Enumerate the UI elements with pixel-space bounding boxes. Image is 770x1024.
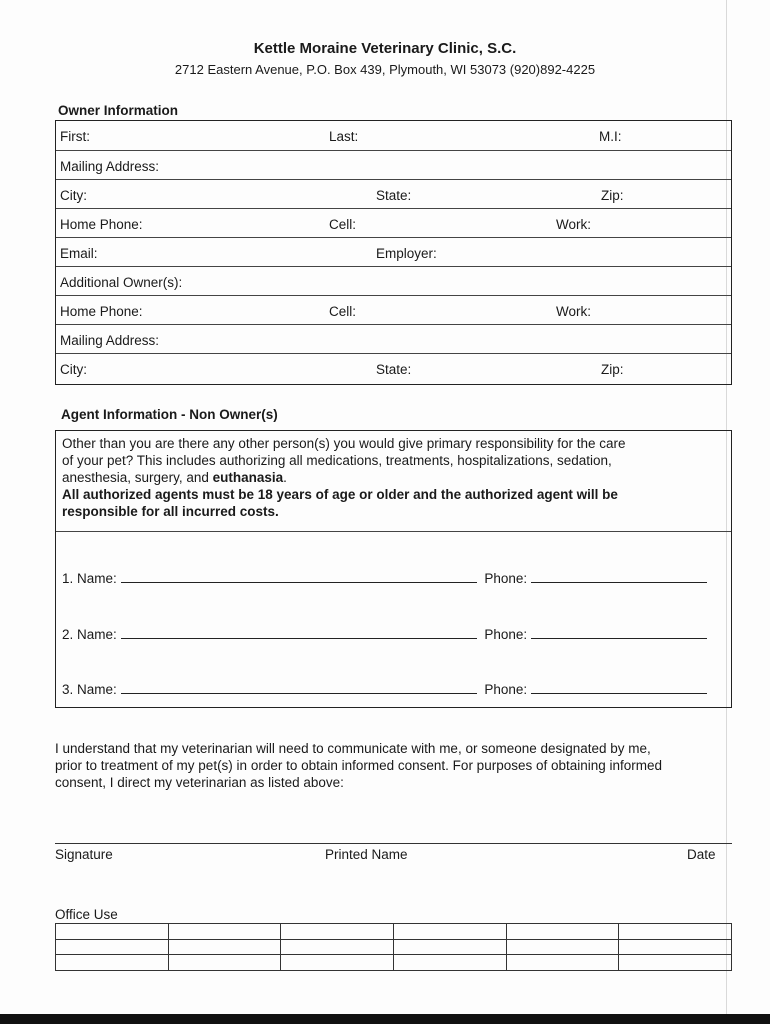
consent-line-1: I understand that my veterinarian will need to communicate with me, or someone designated by me, (55, 741, 651, 756)
city-field-2[interactable]: City: (60, 362, 87, 377)
agent-2-name-input[interactable] (121, 626, 477, 639)
owner-row-mailing (56, 150, 731, 180)
office-cell[interactable] (56, 924, 169, 940)
office-cell[interactable] (506, 955, 619, 971)
agent-1-name-input[interactable] (121, 570, 477, 583)
owner-row-city-2 (56, 353, 731, 383)
work-phone-field-2[interactable]: Work: (556, 304, 592, 319)
office-cell[interactable] (56, 939, 169, 955)
work-phone-field[interactable]: Work: (556, 217, 592, 232)
signature-label: Signature (55, 847, 113, 862)
owner-row-additional (56, 266, 731, 296)
owner-row-city (56, 179, 731, 209)
owner-section-heading: Owner Information (58, 103, 179, 118)
euthanasia-emphasis: euthanasia (212, 470, 284, 485)
office-cell[interactable] (56, 955, 169, 971)
scan-bottom-edge (0, 1014, 770, 1024)
agent-2-phone-input[interactable] (531, 626, 707, 639)
office-cell[interactable] (619, 939, 732, 955)
agent-2-name-label: 2. Name: (62, 627, 117, 642)
printed-name-label: Printed Name (325, 847, 408, 862)
state-field[interactable]: State: (376, 188, 412, 203)
home-phone-field-2[interactable]: Home Phone: (60, 304, 143, 319)
agent-1-phone-label: Phone: (484, 571, 528, 586)
office-cell[interactable] (168, 924, 281, 940)
agent-row-3 (62, 681, 707, 697)
agent-information-box (55, 430, 732, 708)
agent-intro-line-3: anesthesia, surgery, and euthanasia. (62, 470, 287, 485)
office-cell[interactable] (506, 924, 619, 940)
agent-row-2 (62, 626, 707, 642)
office-use-label: Office Use (55, 907, 118, 922)
owner-row-phones (56, 208, 731, 238)
office-cell[interactable] (619, 955, 732, 971)
last-name-field[interactable]: Last: (329, 129, 359, 144)
office-cell[interactable] (619, 924, 732, 940)
agent-divider (56, 531, 731, 532)
agent-1-phone-input[interactable] (531, 570, 707, 583)
state-field-2[interactable]: State: (376, 362, 412, 377)
agent-3-phone-label: Phone: (484, 682, 528, 697)
cell-phone-field-2[interactable]: Cell: (329, 304, 357, 319)
agent-3-phone-input[interactable] (531, 681, 707, 694)
consent-line-3: consent, I direct my veterinarian as listed above: (55, 775, 344, 790)
email-field[interactable]: Email: (60, 246, 98, 261)
home-phone-field[interactable]: Home Phone: (60, 217, 143, 232)
middle-initial-field[interactable]: M.I: (599, 129, 622, 144)
consent-line-2: prior to treatment of my pet(s) in order to obtain informed consent. For purposes of obtaining informed (55, 758, 663, 773)
office-cell[interactable] (393, 955, 506, 971)
consent-statement (55, 740, 735, 791)
office-cell[interactable] (168, 955, 281, 971)
first-name-field[interactable]: First: (60, 129, 90, 144)
office-cell[interactable] (393, 924, 506, 940)
office-cell[interactable] (281, 939, 394, 955)
agent-intro-text (62, 435, 722, 520)
agent-requirement-line-1: All authorized agents must be 18 years of age or older and the authorized agent will be (62, 487, 618, 502)
owner-row-mailing-2 (56, 324, 731, 354)
zip-field-2[interactable]: Zip: (601, 362, 624, 377)
agent-section-heading: Agent Information - Non Owner(s) (61, 407, 278, 422)
owner-row-email (56, 237, 731, 267)
office-cell[interactable] (393, 939, 506, 955)
agent-2-phone-label: Phone: (484, 627, 528, 642)
owner-row-phones-2 (56, 295, 731, 325)
office-use-grid (55, 923, 732, 971)
office-cell[interactable] (506, 939, 619, 955)
mailing-address-field[interactable]: Mailing Address: (60, 159, 160, 174)
agent-1-name-label: 1. Name: (62, 571, 117, 586)
agent-requirement-line-2: responsible for all incurred costs. (62, 504, 279, 519)
date-label: Date (687, 847, 716, 862)
owner-row-name (56, 121, 731, 150)
cell-phone-field[interactable]: Cell: (329, 217, 357, 232)
clinic-name: Kettle Moraine Veterinary Clinic, S.C. (253, 40, 517, 57)
owner-information-table (55, 120, 732, 385)
additional-owners-field[interactable]: Additional Owner(s): (60, 275, 183, 290)
agent-intro-line-1: Other than you are there any other person(s) you would give primary responsibility for the care (62, 436, 626, 451)
office-cell[interactable] (281, 924, 394, 940)
agent-3-name-input[interactable] (121, 681, 477, 694)
signature-line[interactable] (55, 843, 732, 844)
agent-row-1 (62, 570, 707, 586)
office-cell[interactable] (281, 955, 394, 971)
mailing-address-field-2[interactable]: Mailing Address: (60, 333, 160, 348)
city-field[interactable]: City: (60, 188, 87, 203)
zip-field[interactable]: Zip: (601, 188, 624, 203)
agent-3-name-label: 3. Name: (62, 682, 117, 697)
office-cell[interactable] (168, 939, 281, 955)
agent-intro-line-2: of your pet? This includes authorizing all medications, treatments, hospitalizations, sedation, (62, 453, 612, 468)
clinic-address: 2712 Eastern Avenue, P.O. Box 439, Plymouth, WI 53073 (920)892-4225 (174, 62, 596, 77)
employer-field[interactable]: Employer: (376, 246, 437, 261)
